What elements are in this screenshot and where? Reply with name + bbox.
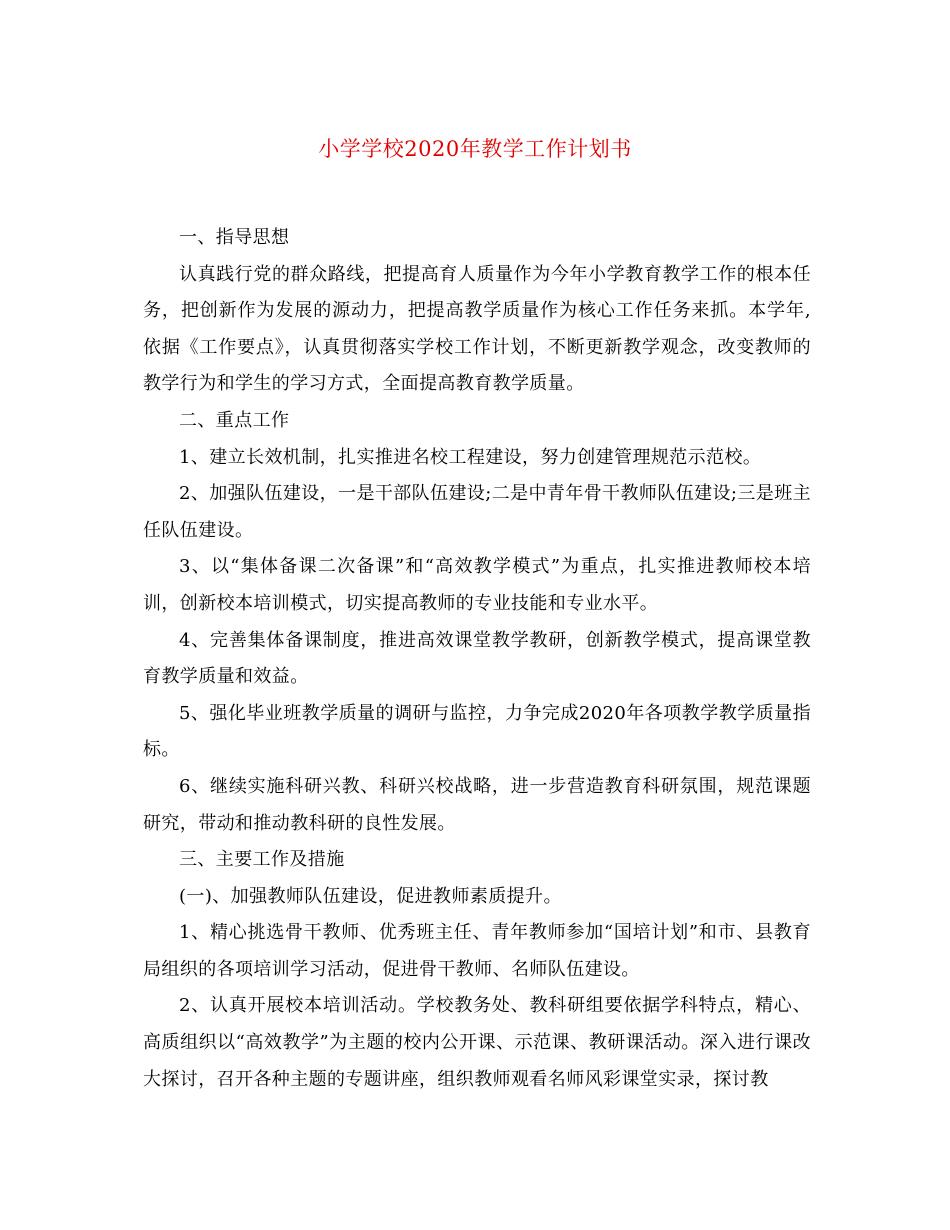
list-item: 1、精心挑选骨干教师、优秀班主任、青年教师参加“国培计划”和市、县教育局组织的各项培训学习活动，促进骨干教师、名师队伍建设。 (143, 922, 811, 980)
list-item: 5、强化毕业班教学质量的调研与监控，力争完成2020年各项教学教学质量指标。 (143, 702, 811, 761)
list-item: 4、完善集体备课制度，推进高效课堂教学教研，创新教学模式，提高课堂教育教学质量和效益。 (143, 629, 811, 688)
section-heading-guiding-ideology: 一、指导思想 (179, 227, 290, 248)
paragraph: 认真践行党的群众路线，把提高育人质量作为今年小学教育教学工作的根本任务，把创新作为发展的源动力，把提高教学质量作为核心工作任务来抓。本学年,依据《工作要点》，认真贯彻落实学校工作计划，不断更新教学观念，改变教师的教学行为和学生的学习方式，全面提高教育教学质量。 (143, 263, 811, 395)
list-item: 2、认真开展校本培训活动。学校教务处、教科研组要依据学科特点，精心、高质组织以“高效教学”为主题的校内公开课、示范课、教研课活动。深入进行课改大探讨，召开各种主题的专题讲座，组织教师观看名师风彩课堂实录，探讨教 (143, 995, 811, 1090)
subsection-heading: (一)、加强教师队伍建设，促进教师素质提升。 (179, 885, 562, 907)
list-item: 2、加强队伍建设，一是干部队伍建设;二是中青年骨干教师队伍建设;三是班主任队伍建设。 (143, 483, 811, 541)
section-heading-key-work: 二、重点工作 (179, 409, 290, 431)
document-title: 小学学校2020年教学工作计划书 (318, 137, 632, 161)
document-body (143, 220, 811, 1098)
list-item: 3、以“集体备课二次备课”和“高效教学模式”为重点，扎实推进教师校本培训，创新校本培训模式，切实提高教师的专业技能和专业水平。 (143, 556, 811, 614)
list-item: 1、建立长效机制，扎实推进名校工程建设，努力创建管理规范示范校。 (179, 446, 762, 468)
list-item: 6、继续实施科研兴教、科研兴校战略，进一步营造教育科研氛围，规范课题研究，带动和推动教科研的良性发展。 (143, 775, 811, 834)
section-heading-main-work: 三、主要工作及措施 (179, 849, 345, 871)
